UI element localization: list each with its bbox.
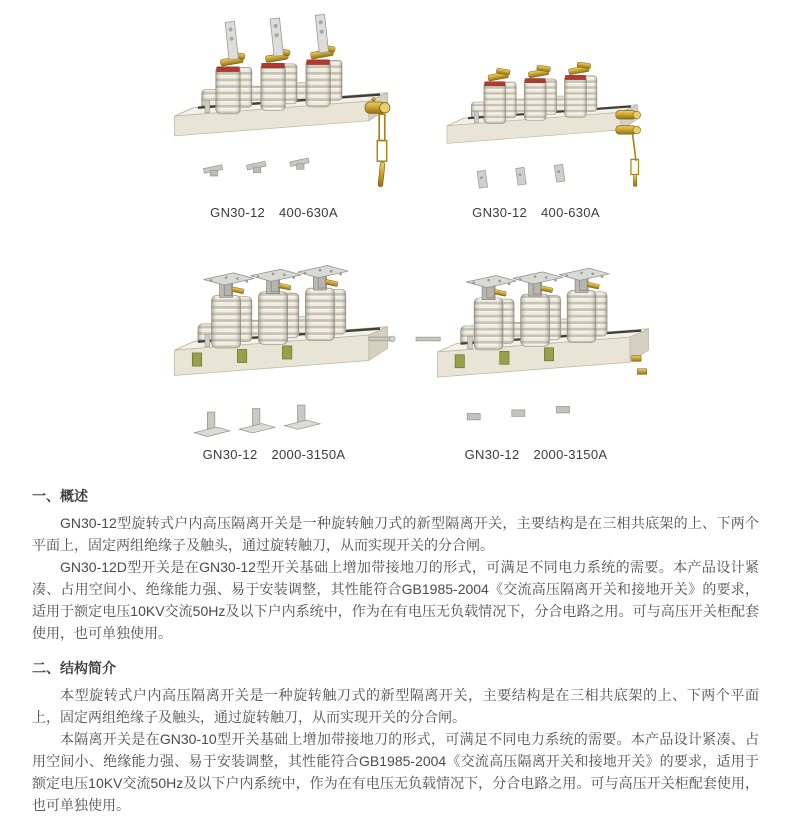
switch-illustration-1 xyxy=(150,8,398,200)
section-paragraph: GN30-12型旋转式户内高压隔离开关是一种旋转触刀式的新型隔离开关，主要结构是在三相共底架的上、下两个平面上，固定两组绝缘子及触头，通过旋转触刀，从而实现开关的分合闸。 xyxy=(32,515,759,553)
caption-model: GN30-12 xyxy=(202,447,258,462)
section-structure xyxy=(32,658,759,816)
product-photo-4 xyxy=(412,234,660,462)
caption-rating: 2000-3150A xyxy=(533,447,608,462)
product-photo-3 xyxy=(150,234,398,462)
description-content xyxy=(0,462,789,828)
section-heading: 一、概述 xyxy=(32,488,88,504)
product-photo-2 xyxy=(412,8,660,220)
section-paragraph: 本型旋转式户内高压隔离开关是一种旋转触刀式的新型隔离开关，主要结构是在三相共底架的上、下两个平面上，固定两组绝缘子及触头，通过旋转触刀，从而实现开关的分合闸。 xyxy=(32,687,759,725)
photo-caption-3 xyxy=(150,447,398,462)
photo-caption-1 xyxy=(150,205,398,220)
switch-illustration-4 xyxy=(412,234,660,442)
section-paragraph: 本隔离开关是在GN30-10型开关基础上增加带接地刀的形式，可满足不同电力系统的需要。本产品设计紧凑、占用空间小、绝缘能力强、易于安装调整，其性能符合GB1985-2004《交流高压隔离开关和接地开关》的要求，适用于额定电压10KV交流50Hz及以下户内系统中，作为在有电压无负载情况下，分合电路之用。可与高压开关柜配套使用，也可单独使用。 xyxy=(32,731,759,813)
product-photo-1 xyxy=(150,8,398,220)
switch-illustration-3 xyxy=(150,234,398,442)
product-photo-gallery xyxy=(150,0,660,462)
section-overview xyxy=(32,486,759,644)
caption-model: GN30-12 xyxy=(210,205,266,220)
photo-caption-4 xyxy=(412,447,660,462)
caption-model: GN30-12 xyxy=(472,205,528,220)
caption-model: GN30-12 xyxy=(464,447,520,462)
photo-caption-2 xyxy=(412,205,660,220)
section-heading: 二、结构简介 xyxy=(32,660,116,676)
caption-rating: 400-630A xyxy=(279,205,338,220)
switch-illustration-2 xyxy=(412,8,660,200)
caption-rating: 400-630A xyxy=(541,205,600,220)
section-paragraph: GN30-12D型开关是在GN30-12型开关基础上增加带接地刀的形式，可满足不同电力系统的需要。本产品设计紧凑、占用空间小、绝缘能力强、易于安装调整，其性能符合GB1985-2004《交流高压隔离开关和接地开关》的要求，适用于额定电压10KV交流50Hz及以下户内系统中，作为在有电压无负载情况下，分合电路之用。可与高压开关柜配套使用，也可单独使用。 xyxy=(32,559,759,641)
caption-rating: 2000-3150A xyxy=(271,447,346,462)
